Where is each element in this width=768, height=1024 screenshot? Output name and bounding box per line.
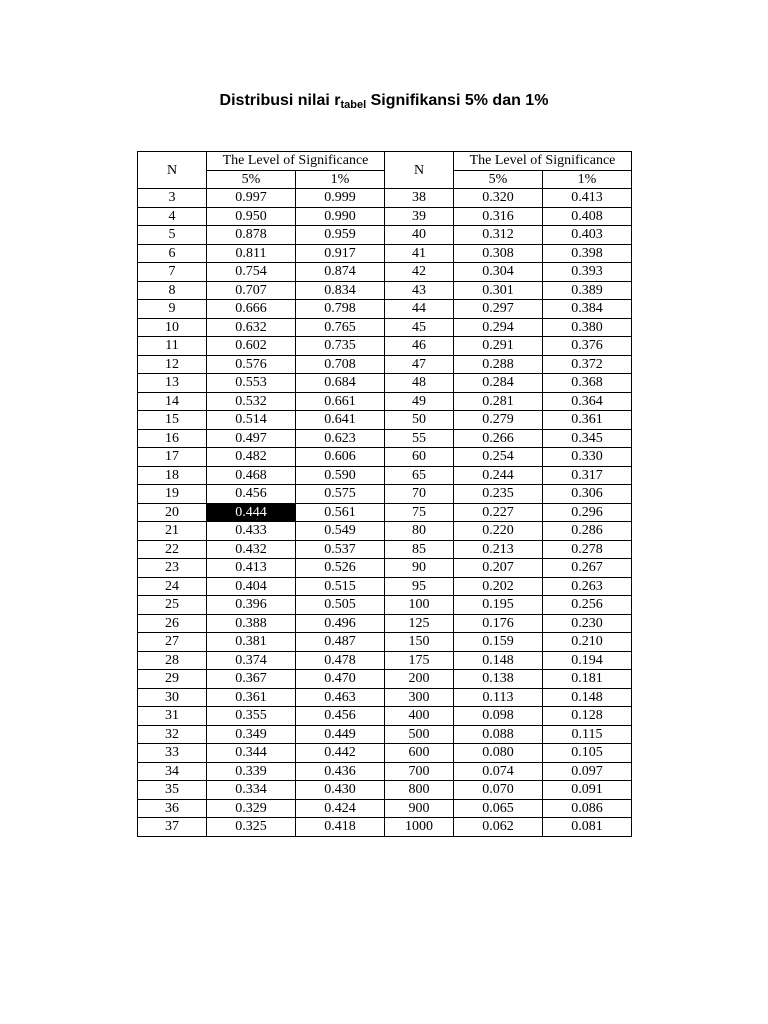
cell-left-n: 21: [138, 522, 207, 541]
cell-right-sig5: 0.207: [454, 559, 543, 578]
cell-left-sig1: 0.424: [296, 799, 385, 818]
cell-right-sig5: 0.074: [454, 762, 543, 781]
table-row: [138, 522, 632, 541]
table-row: [138, 670, 632, 689]
cell-right-sig5: 0.062: [454, 818, 543, 837]
cell-right-n: 41: [385, 244, 454, 263]
cell-right-n: 80: [385, 522, 454, 541]
cell-right-sig1: 0.345: [543, 429, 632, 448]
cell-right-sig5: 0.195: [454, 596, 543, 615]
cell-right-n: 800: [385, 781, 454, 800]
table-row: [138, 688, 632, 707]
cell-left-sig1: 0.463: [296, 688, 385, 707]
cell-right-sig5: 0.235: [454, 485, 543, 504]
cell-right-sig1: 0.330: [543, 448, 632, 467]
table-row: [138, 318, 632, 337]
cell-left-n: 13: [138, 374, 207, 393]
cell-left-n: 24: [138, 577, 207, 596]
table-row: [138, 577, 632, 596]
cell-left-sig1: 0.436: [296, 762, 385, 781]
cell-right-n: 300: [385, 688, 454, 707]
cell-right-n: 38: [385, 189, 454, 208]
header-n-left: N: [138, 152, 207, 189]
cell-right-sig1: 0.368: [543, 374, 632, 393]
cell-right-sig1: 0.267: [543, 559, 632, 578]
cell-left-sig1: 0.537: [296, 540, 385, 559]
cell-right-sig5: 0.176: [454, 614, 543, 633]
cell-left-sig5: 0.532: [207, 392, 296, 411]
cell-left-sig5: 0.374: [207, 651, 296, 670]
table-row: [138, 226, 632, 245]
cell-right-sig5: 0.284: [454, 374, 543, 393]
cell-left-sig1: 0.765: [296, 318, 385, 337]
cell-right-n: 175: [385, 651, 454, 670]
table-row: [138, 207, 632, 226]
cell-left-sig5: 0.339: [207, 762, 296, 781]
table-row: [138, 281, 632, 300]
cell-right-n: 44: [385, 300, 454, 319]
table-row: [138, 651, 632, 670]
cell-left-sig5: 0.811: [207, 244, 296, 263]
table-row: [138, 762, 632, 781]
cell-right-n: 49: [385, 392, 454, 411]
table-row: [138, 392, 632, 411]
cell-right-n: 90: [385, 559, 454, 578]
cell-left-n: 26: [138, 614, 207, 633]
table-row: [138, 244, 632, 263]
cell-right-sig1: 0.128: [543, 707, 632, 726]
cell-left-sig1: 0.684: [296, 374, 385, 393]
cell-right-sig5: 0.279: [454, 411, 543, 430]
cell-left-sig1: 0.561: [296, 503, 385, 522]
cell-left-n: 4: [138, 207, 207, 226]
cell-right-n: 45: [385, 318, 454, 337]
cell-right-sig5: 0.288: [454, 355, 543, 374]
cell-left-n: 10: [138, 318, 207, 337]
highlighted-cell: 0.444: [207, 503, 296, 522]
cell-right-n: 65: [385, 466, 454, 485]
cell-left-sig1: 0.623: [296, 429, 385, 448]
cell-left-sig5: 0.413: [207, 559, 296, 578]
cell-right-sig5: 0.065: [454, 799, 543, 818]
cell-right-sig1: 0.097: [543, 762, 632, 781]
cell-right-n: 40: [385, 226, 454, 245]
cell-right-n: 200: [385, 670, 454, 689]
cell-right-n: 100: [385, 596, 454, 615]
table-row: [138, 263, 632, 282]
cell-right-sig1: 0.091: [543, 781, 632, 800]
cell-right-sig1: 0.105: [543, 744, 632, 763]
cell-left-sig5: 0.456: [207, 485, 296, 504]
cell-left-sig1: 0.575: [296, 485, 385, 504]
table-row: [138, 818, 632, 837]
header-1pct-left: 1%: [296, 170, 385, 189]
cell-right-n: 150: [385, 633, 454, 652]
cell-left-sig1: 0.442: [296, 744, 385, 763]
cell-right-n: 1000: [385, 818, 454, 837]
cell-right-sig1: 0.194: [543, 651, 632, 670]
cell-right-sig5: 0.304: [454, 263, 543, 282]
cell-right-sig1: 0.086: [543, 799, 632, 818]
cell-right-sig5: 0.291: [454, 337, 543, 356]
cell-right-sig5: 0.220: [454, 522, 543, 541]
cell-left-n: 33: [138, 744, 207, 763]
cell-right-sig1: 0.256: [543, 596, 632, 615]
cell-right-sig5: 0.138: [454, 670, 543, 689]
cell-right-sig1: 0.081: [543, 818, 632, 837]
cell-left-sig5: 0.553: [207, 374, 296, 393]
table-row: [138, 355, 632, 374]
cell-right-n: 500: [385, 725, 454, 744]
cell-left-sig5: 0.329: [207, 799, 296, 818]
cell-right-sig5: 0.244: [454, 466, 543, 485]
cell-left-sig5: 0.602: [207, 337, 296, 356]
cell-right-sig1: 0.384: [543, 300, 632, 319]
cell-left-sig1: 0.590: [296, 466, 385, 485]
cell-right-sig1: 0.263: [543, 577, 632, 596]
cell-right-sig5: 0.316: [454, 207, 543, 226]
table-row: [138, 559, 632, 578]
cell-left-n: 37: [138, 818, 207, 837]
cell-right-sig1: 0.181: [543, 670, 632, 689]
cell-left-sig5: 0.432: [207, 540, 296, 559]
cell-left-sig1: 0.470: [296, 670, 385, 689]
cell-left-n: 12: [138, 355, 207, 374]
cell-left-sig1: 0.478: [296, 651, 385, 670]
cell-right-sig1: 0.361: [543, 411, 632, 430]
title-prefix: Distribusi nilai r: [219, 92, 341, 109]
cell-left-sig1: 0.959: [296, 226, 385, 245]
cell-left-sig5: 0.396: [207, 596, 296, 615]
cell-right-sig1: 0.413: [543, 189, 632, 208]
cell-left-sig1: 0.708: [296, 355, 385, 374]
cell-right-n: 47: [385, 355, 454, 374]
cell-left-n: 7: [138, 263, 207, 282]
cell-right-sig5: 0.281: [454, 392, 543, 411]
cell-left-n: 25: [138, 596, 207, 615]
cell-right-sig1: 0.376: [543, 337, 632, 356]
cell-left-sig5: 0.576: [207, 355, 296, 374]
cell-left-n: 36: [138, 799, 207, 818]
cell-left-n: 20: [138, 503, 207, 522]
cell-left-sig1: 0.487: [296, 633, 385, 652]
cell-left-sig5: 0.367: [207, 670, 296, 689]
cell-right-sig5: 0.266: [454, 429, 543, 448]
cell-left-n: 15: [138, 411, 207, 430]
cell-right-sig1: 0.403: [543, 226, 632, 245]
cell-left-n: 19: [138, 485, 207, 504]
header-1pct-right: 1%: [543, 170, 632, 189]
table-body: [138, 152, 632, 837]
cell-left-n: 28: [138, 651, 207, 670]
cell-left-sig5: 0.344: [207, 744, 296, 763]
cell-left-sig5: 0.950: [207, 207, 296, 226]
page-title: [0, 92, 768, 110]
cell-left-n: 22: [138, 540, 207, 559]
cell-right-sig1: 0.115: [543, 725, 632, 744]
cell-left-sig1: 0.661: [296, 392, 385, 411]
cell-left-n: 35: [138, 781, 207, 800]
cell-right-sig5: 0.148: [454, 651, 543, 670]
table-row: [138, 633, 632, 652]
cell-right-n: 600: [385, 744, 454, 763]
cell-right-sig5: 0.098: [454, 707, 543, 726]
cell-right-sig1: 0.393: [543, 263, 632, 282]
cell-right-sig1: 0.278: [543, 540, 632, 559]
cell-right-sig5: 0.213: [454, 540, 543, 559]
table-row: [138, 429, 632, 448]
cell-right-sig5: 0.202: [454, 577, 543, 596]
header-5pct-left: 5%: [207, 170, 296, 189]
cell-left-sig1: 0.917: [296, 244, 385, 263]
cell-left-sig5: 0.361: [207, 688, 296, 707]
cell-left-sig1: 0.798: [296, 300, 385, 319]
table-row: [138, 744, 632, 763]
cell-left-n: 30: [138, 688, 207, 707]
cell-right-n: 46: [385, 337, 454, 356]
cell-left-sig1: 0.999: [296, 189, 385, 208]
cell-right-sig1: 0.296: [543, 503, 632, 522]
cell-left-n: 34: [138, 762, 207, 781]
cell-left-sig1: 0.418: [296, 818, 385, 837]
cell-left-sig5: 0.997: [207, 189, 296, 208]
cell-right-n: 39: [385, 207, 454, 226]
cell-right-sig1: 0.389: [543, 281, 632, 300]
cell-right-n: 125: [385, 614, 454, 633]
header-5pct-right: 5%: [454, 170, 543, 189]
cell-left-sig1: 0.549: [296, 522, 385, 541]
table-row: [138, 596, 632, 615]
table-row: [138, 725, 632, 744]
cell-right-sig1: 0.372: [543, 355, 632, 374]
cell-left-n: 32: [138, 725, 207, 744]
table-row: [138, 485, 632, 504]
title-suffix: Signifikansi 5% dan 1%: [366, 92, 549, 109]
table-row: [138, 189, 632, 208]
table-row: [138, 799, 632, 818]
table-row: [138, 300, 632, 319]
r-table: [137, 151, 632, 837]
cell-left-n: 27: [138, 633, 207, 652]
cell-left-sig1: 0.641: [296, 411, 385, 430]
cell-right-sig5: 0.080: [454, 744, 543, 763]
cell-right-n: 85: [385, 540, 454, 559]
cell-left-sig5: 0.334: [207, 781, 296, 800]
cell-right-n: 700: [385, 762, 454, 781]
table-row: [138, 337, 632, 356]
cell-left-n: 31: [138, 707, 207, 726]
table-row: [138, 448, 632, 467]
cell-left-sig1: 0.430: [296, 781, 385, 800]
table-row: [138, 781, 632, 800]
cell-right-sig5: 0.297: [454, 300, 543, 319]
cell-left-sig5: 0.468: [207, 466, 296, 485]
cell-right-n: 75: [385, 503, 454, 522]
cell-right-sig5: 0.308: [454, 244, 543, 263]
cell-right-sig1: 0.306: [543, 485, 632, 504]
cell-left-sig1: 0.735: [296, 337, 385, 356]
cell-right-sig5: 0.227: [454, 503, 543, 522]
cell-right-sig1: 0.398: [543, 244, 632, 263]
header-n-right: N: [385, 152, 454, 189]
table-row: [138, 540, 632, 559]
cell-left-sig5: 0.349: [207, 725, 296, 744]
table-row: [138, 503, 632, 522]
cell-left-sig5: 0.707: [207, 281, 296, 300]
cell-left-n: 8: [138, 281, 207, 300]
cell-left-n: 18: [138, 466, 207, 485]
header-significance-right: The Level of Significance: [454, 152, 632, 171]
cell-left-sig1: 0.606: [296, 448, 385, 467]
cell-right-sig5: 0.254: [454, 448, 543, 467]
cell-right-sig5: 0.070: [454, 781, 543, 800]
cell-left-sig5: 0.632: [207, 318, 296, 337]
cell-left-n: 11: [138, 337, 207, 356]
cell-right-sig5: 0.312: [454, 226, 543, 245]
cell-right-sig5: 0.113: [454, 688, 543, 707]
cell-left-sig1: 0.874: [296, 263, 385, 282]
cell-left-sig5: 0.666: [207, 300, 296, 319]
cell-left-sig5: 0.514: [207, 411, 296, 430]
cell-left-n: 23: [138, 559, 207, 578]
cell-right-sig1: 0.380: [543, 318, 632, 337]
cell-right-n: 48: [385, 374, 454, 393]
cell-left-sig5: 0.404: [207, 577, 296, 596]
cell-right-n: 70: [385, 485, 454, 504]
cell-right-n: 400: [385, 707, 454, 726]
cell-left-sig1: 0.515: [296, 577, 385, 596]
cell-left-n: 5: [138, 226, 207, 245]
cell-left-n: 9: [138, 300, 207, 319]
cell-left-sig1: 0.990: [296, 207, 385, 226]
cell-left-n: 16: [138, 429, 207, 448]
cell-left-sig1: 0.834: [296, 281, 385, 300]
cell-left-sig1: 0.496: [296, 614, 385, 633]
cell-left-n: 14: [138, 392, 207, 411]
cell-left-sig5: 0.754: [207, 263, 296, 282]
cell-left-n: 3: [138, 189, 207, 208]
cell-left-sig5: 0.482: [207, 448, 296, 467]
cell-right-sig1: 0.148: [543, 688, 632, 707]
cell-left-sig5: 0.355: [207, 707, 296, 726]
cell-right-sig1: 0.364: [543, 392, 632, 411]
table-row: [138, 374, 632, 393]
cell-left-sig5: 0.381: [207, 633, 296, 652]
cell-right-n: 55: [385, 429, 454, 448]
cell-right-n: 42: [385, 263, 454, 282]
table-row: [138, 614, 632, 633]
cell-right-sig1: 0.286: [543, 522, 632, 541]
cell-right-n: 60: [385, 448, 454, 467]
cell-left-n: 29: [138, 670, 207, 689]
cell-right-sig5: 0.294: [454, 318, 543, 337]
cell-right-sig5: 0.301: [454, 281, 543, 300]
table-row: [138, 466, 632, 485]
cell-left-sig5: 0.433: [207, 522, 296, 541]
cell-left-n: 6: [138, 244, 207, 263]
cell-right-n: 50: [385, 411, 454, 430]
cell-right-sig1: 0.210: [543, 633, 632, 652]
title-subscript: tabel: [340, 99, 367, 111]
cell-right-n: 900: [385, 799, 454, 818]
cell-left-sig5: 0.497: [207, 429, 296, 448]
cell-right-sig5: 0.088: [454, 725, 543, 744]
cell-left-sig1: 0.505: [296, 596, 385, 615]
cell-left-sig5: 0.325: [207, 818, 296, 837]
table-row: [138, 411, 632, 430]
table-row: [138, 707, 632, 726]
cell-left-sig5: 0.878: [207, 226, 296, 245]
cell-left-n: 17: [138, 448, 207, 467]
cell-left-sig1: 0.526: [296, 559, 385, 578]
cell-right-sig5: 0.320: [454, 189, 543, 208]
cell-right-sig1: 0.317: [543, 466, 632, 485]
table-header-row-1: [138, 152, 632, 171]
cell-left-sig1: 0.456: [296, 707, 385, 726]
cell-right-n: 43: [385, 281, 454, 300]
cell-right-sig5: 0.159: [454, 633, 543, 652]
cell-right-sig1: 0.230: [543, 614, 632, 633]
cell-right-sig1: 0.408: [543, 207, 632, 226]
header-significance-left: The Level of Significance: [207, 152, 385, 171]
cell-right-n: 95: [385, 577, 454, 596]
cell-left-sig1: 0.449: [296, 725, 385, 744]
cell-left-sig5: 0.388: [207, 614, 296, 633]
